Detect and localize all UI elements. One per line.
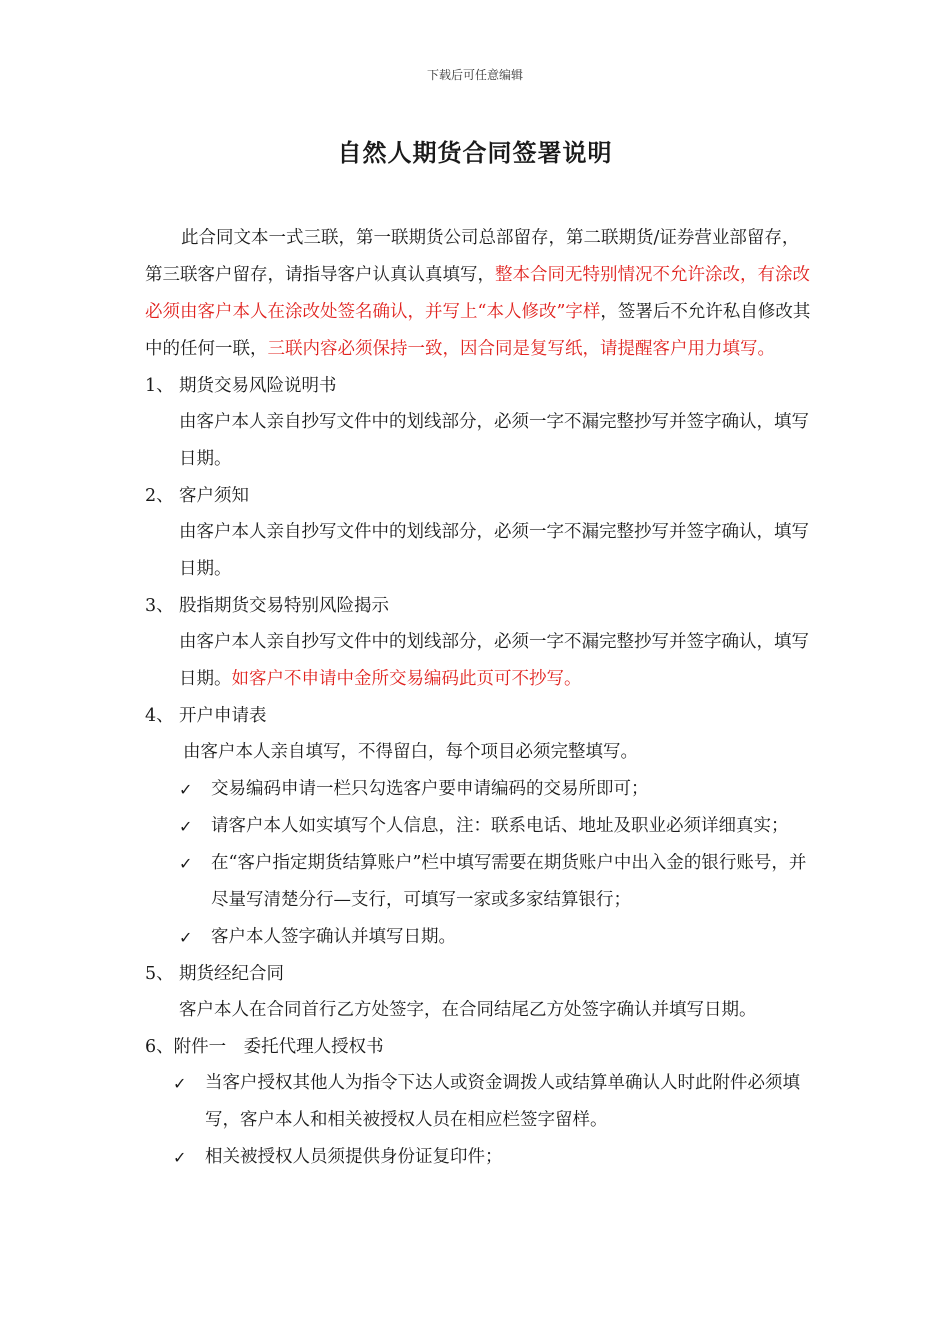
- section-title: 附件一 委托代理人授权书: [173, 1037, 384, 1057]
- checkmark-icon: ✓: [179, 817, 193, 836]
- section-6-heading: [145, 1029, 815, 1065]
- section-title: 股指期货交易特别风险揭示: [179, 596, 389, 616]
- document-title: 自然人期货合同签署说明: [337, 138, 613, 167]
- section-3-text: 由客户本人亲自抄写文件中的划线部分，必须一字不漏完整抄写并签字确认，填写日期。: [179, 632, 809, 689]
- checklist-text: 客户本人签字确认并填写日期。: [211, 927, 456, 947]
- section-3-heading: [145, 588, 815, 624]
- checklist-item: [179, 771, 815, 808]
- section-title: 期货交易风险说明书: [179, 376, 337, 396]
- checklist-text: 在“客户指定期货结算账户”栏中填写需要在期货账户中出入金的银行账号，并尽量写清楚分行—支行，可填写一家或多家结算银行；: [211, 853, 807, 910]
- section-title: 期货经纪合同: [179, 964, 284, 984]
- header-note: 下载后可任意编辑: [426, 68, 523, 82]
- checkmark-icon: ✓: [173, 1074, 187, 1093]
- checklist-item: [179, 845, 815, 919]
- checkmark-icon: ✓: [173, 1148, 187, 1167]
- section-2-description: 由客户本人亲自抄写文件中的划线部分，必须一字不漏完整抄写并签字确认，填写日期。: [179, 522, 809, 579]
- checklist-item: [173, 1065, 815, 1139]
- checklist-item: [179, 808, 815, 845]
- checkmark-icon: ✓: [179, 854, 193, 873]
- checklist-item: [179, 919, 815, 956]
- section-4-description: 由客户本人亲自填写，不得留白，每个项目必须完整填写。: [183, 742, 638, 762]
- checklist-text: 相关被授权人员须提供身份证复印件；: [205, 1147, 503, 1167]
- intro-paragraph: [145, 220, 815, 368]
- section-number: 4、: [145, 706, 174, 726]
- section-number: 6、: [145, 1037, 174, 1057]
- section-number: 3、: [145, 596, 174, 616]
- section-number: 5、: [145, 964, 174, 984]
- section-number: 1、: [145, 376, 174, 396]
- section-3-description: [179, 624, 815, 698]
- section-number: 2、: [145, 486, 174, 506]
- intro-warning-2: 三联内容必须保持一致，因合同是复写纸，请提醒客户用力填写。: [267, 339, 775, 359]
- section-1-description: 由客户本人亲自抄写文件中的划线部分，必须一字不漏完整抄写并签字确认，填写日期。: [179, 412, 809, 469]
- checklist-text: 交易编码申请一栏只勾选客户要申请编码的交易所即可；: [211, 779, 649, 799]
- section-2-heading: [145, 478, 815, 514]
- checkmark-icon: ✓: [179, 780, 193, 799]
- checklist-item: [173, 1139, 815, 1176]
- section-5-heading: [145, 956, 815, 992]
- checklist-text: 当客户授权其他人为指令下达人或资金调拨人或结算单确认人时此附件必须填写，客户本人和相关被授权人员在相应栏签字留样。: [205, 1073, 800, 1130]
- section-4-heading: [145, 698, 815, 734]
- intro-text: 此合同文本一式三联，第一联期货公司总部留存，第二联期货/证券营业部留存，第三联客户留存，请指导客户认真认真填写，: [145, 228, 800, 285]
- intro-warning: 整本合同无特别情况不允许涂改，有涂改必须由客户本人在涂改处签名确认，并写上“本人修改”字样: [145, 265, 810, 322]
- intro-text-2: ，签署后不允许私自修改其中的任何一联，: [145, 302, 811, 359]
- section-5-description: 客户本人在合同首行乙方处签字，在合同结尾乙方处签字确认并填写日期。: [179, 1000, 757, 1020]
- section-1-heading: [145, 368, 815, 404]
- section-3-warning: 如客户不申请中金所交易编码此页可不抄写。: [231, 669, 582, 689]
- section-title: 客户须知: [179, 486, 249, 506]
- section-title: 开户申请表: [179, 706, 267, 726]
- document-body: [145, 220, 815, 1176]
- checkmark-icon: ✓: [179, 928, 193, 947]
- checklist-text: 请客户本人如实填写个人信息，注：联系电话、地址及职业必须详细真实；: [211, 816, 789, 836]
